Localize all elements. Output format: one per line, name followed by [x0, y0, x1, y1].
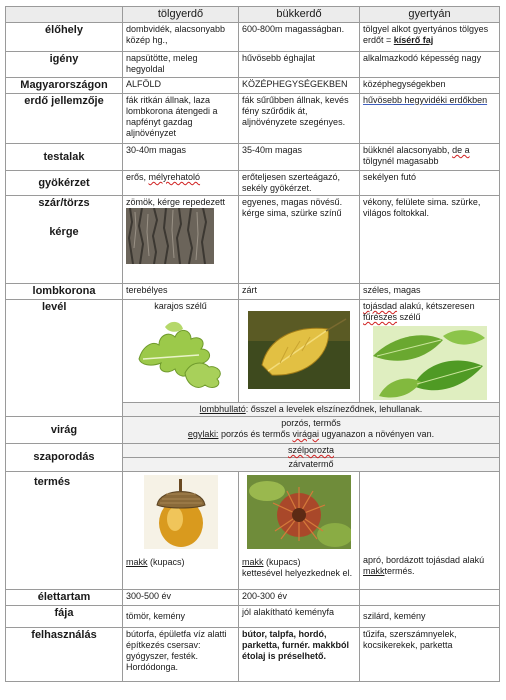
- row-label-szar: [6, 196, 123, 284]
- termes-gyertyan-a: apró, bordázott tojásdad alakú: [363, 555, 485, 565]
- viragai-text: virágai: [292, 429, 319, 439]
- cell-magyarorszagon-tolgy: ALFÖLD: [123, 78, 239, 94]
- tree-comparison-table: [5, 6, 500, 682]
- cell-testalak-bukk: 35-40m magas: [239, 144, 360, 171]
- gyokerzet-a: erős,: [126, 172, 149, 182]
- cell-felhasznalas-tolgy: bútorfa, épületfa víz alatti építkezés csersav: gyógyszer, festék. Hordódonga.: [123, 628, 239, 682]
- row-szaporodas: [6, 444, 500, 458]
- row-label-testalak: testalak: [6, 144, 123, 171]
- cell-virag: [123, 417, 500, 444]
- row-label-magyarorszagon: Magyarországon: [6, 78, 123, 94]
- elohely-text: tölgyel alkot gyertyános tölgyes erdőt =: [363, 24, 489, 45]
- cell-elohely-gyertyan: [360, 23, 500, 52]
- level-alaku-text: alakú, kétszeresen: [397, 301, 475, 311]
- row-faja: [6, 606, 500, 628]
- row-label-elohely: élőhely: [6, 23, 123, 52]
- header-empty: [6, 7, 123, 23]
- cell-termes-bukk: [239, 472, 360, 590]
- cell-gyokerzet-tolgy: [123, 171, 239, 196]
- cell-testalak-tolgy: 30-40m magas: [123, 144, 239, 171]
- kisero-faj-text: kísérő faj: [393, 35, 434, 45]
- termes-gyertyan-c: termés.: [384, 566, 415, 576]
- cell-szar-bukk: egyenes, magas növésű. kérge sima, szürke színű: [239, 196, 360, 284]
- makk-bukk-text: makk: [242, 557, 264, 567]
- cell-erdo-bukk: fák sűrűbben állnak, kevés fény szűrődik át, aljnövényzete szegényes.: [239, 94, 360, 144]
- cell-elettartam-gyertyan: [360, 590, 500, 606]
- makk-tolgy-text: makk: [126, 557, 148, 567]
- cell-elettartam-bukk: 200-300 év: [239, 590, 360, 606]
- row-label-igeny: igény: [6, 52, 123, 78]
- cell-gyokerzet-gyertyan: sekélyen futó: [360, 171, 500, 196]
- row-szar: [6, 196, 500, 284]
- cell-igeny-bukk: hűvösebb éghajlat: [239, 52, 360, 78]
- termes-bukk-text: [242, 557, 356, 568]
- egylaki-text: egylaki:: [187, 429, 219, 439]
- row-testalak: [6, 144, 500, 171]
- cell-level-tolgy: [123, 300, 239, 403]
- row-label-elettartam: élettartam: [6, 590, 123, 606]
- header-row: [6, 7, 500, 23]
- cell-elohely-bukk: 600-800m magasságban.: [239, 23, 360, 52]
- erdo-gyertyan-text: hűvösebb hegyvidéki erdőkben: [363, 95, 488, 105]
- cell-erdo-tolgy: fák ritkán állnak, laza lombkorona átengedi a napfényt gazdag aljnövényzet: [123, 94, 239, 144]
- cell-lombhullato: [123, 403, 500, 417]
- oak-leaf-image: [129, 315, 233, 391]
- virag-line2-b: porzós és termős: [218, 429, 293, 439]
- beech-leaf-image: [248, 311, 350, 389]
- acorn-image: [144, 475, 218, 549]
- cell-szar-tolgy: [123, 196, 239, 284]
- tojasdad-text: tojásdad: [363, 301, 398, 311]
- row-label-szaporodas: szaporodás: [6, 444, 123, 472]
- cell-level-gyertyan: [360, 300, 500, 403]
- testalak-a: bükknél alacsonyabb,: [363, 145, 453, 155]
- header-col-bukkerdo: bükkerdő: [239, 7, 360, 23]
- row-erdo: [6, 94, 500, 144]
- fureszes-text: fűrészes: [363, 312, 398, 322]
- kerge-label: kérge: [49, 226, 79, 238]
- beechnut-image: [247, 475, 351, 549]
- termes-gyertyan-text: [363, 555, 496, 577]
- cell-magyarorszagon-gyertyan: középhegységekben: [360, 78, 500, 94]
- cell-lombkorona-bukk: zárt: [239, 284, 360, 300]
- cell-lombkorona-tolgy: terebélyes: [123, 284, 239, 300]
- cell-faja-tolgy: tömör, kemény: [123, 606, 239, 628]
- row-elettartam: [6, 590, 500, 606]
- szar-tolgy-text: zömök, kérge repedezett: [126, 197, 226, 207]
- lombhullato-text: lombhullató: [199, 404, 246, 414]
- cell-szelporozta: [123, 444, 500, 458]
- level-szelu-text: szélű: [397, 312, 421, 322]
- row-label-level: levél: [6, 300, 123, 417]
- cell-termes-gyertyan: [360, 472, 500, 590]
- row-elohely: [6, 23, 500, 52]
- testalak-c: tölgynél magasabb: [363, 156, 439, 166]
- row-label-felhasznalas: felhasználás: [6, 628, 123, 682]
- cell-igeny-tolgy: napsütötte, meleg hegyoldal: [123, 52, 239, 78]
- row-label-gyokerzet: gyökérzet: [6, 171, 123, 196]
- row-label-erdo: erdő jellemzője: [6, 94, 123, 144]
- row-gyokerzet: [6, 171, 500, 196]
- cell-zarvatermo: zárvatermő: [123, 458, 500, 472]
- termes-bukk-desc: kettesével helyezkednek el.: [242, 568, 353, 578]
- cell-igeny-gyertyan: alkalmazkodó képesség nagy: [360, 52, 500, 78]
- row-label-lombkorona: lombkorona: [6, 284, 123, 300]
- gyokerzet-b: mélyrehatoló: [148, 172, 201, 182]
- oak-bark-image: [126, 208, 214, 264]
- hornbeam-leaf-image: [373, 326, 487, 400]
- cell-erdo-gyertyan: [360, 94, 500, 144]
- termes-tolgy-text: [126, 557, 235, 568]
- cell-faja-bukk: jól alakítható keményfa: [239, 606, 360, 628]
- kupacs-tolgy-text: (kupacs): [147, 557, 185, 567]
- row-label-termes: termés: [6, 472, 123, 590]
- szelporozta-text: szélporozta: [287, 445, 335, 455]
- level-tolgy-text: karajos szélű: [154, 301, 207, 311]
- cell-testalak-gyertyan: [360, 144, 500, 171]
- cell-szar-gyertyan: vékony, felülete sima. szürke, világos foltokkal.: [360, 196, 500, 284]
- cell-faja-gyertyan: szilárd, kemény: [360, 606, 500, 628]
- row-label-faja: fája: [6, 606, 123, 628]
- virag-line2: [126, 429, 496, 440]
- szar-label: szár/törzs: [38, 197, 90, 209]
- cell-elohely-tolgy: dombvidék, alacsonyabb közép hg.,: [123, 23, 239, 52]
- lombhullato-desc: : ősszel a levelek elszíneződnek, lehullanak.: [245, 404, 423, 414]
- cell-termes-tolgy: [123, 472, 239, 590]
- kupacs-bukk-text: (kupacs): [263, 557, 301, 567]
- cell-magyarorszagon-bukk: KÖZÉPHEGYSÉGEKBEN: [239, 78, 360, 94]
- virag-line1: porzós, termős: [281, 418, 341, 428]
- header-col-tolgyerdo: tölgyerdő: [123, 7, 239, 23]
- row-magyarorszagon: [6, 78, 500, 94]
- row-label-virag: virág: [6, 417, 123, 444]
- row-lombkorona: [6, 284, 500, 300]
- testalak-b: de a: [452, 145, 470, 155]
- row-termes: [6, 472, 500, 590]
- cell-lombkorona-gyertyan: széles, magas: [360, 284, 500, 300]
- makk-gyertyan-text: makk: [363, 566, 385, 576]
- cell-felhasznalas-bukk: bútor, talpfa, hordó, parketta, furnér. makkból étolaj is préselhető.: [239, 628, 360, 682]
- cell-elettartam-tolgy: 300-500 év: [123, 590, 239, 606]
- cell-level-bukk: [239, 300, 360, 403]
- row-virag: [6, 417, 500, 444]
- cell-felhasznalas-gyertyan: tűzifa, szerszámnyelek, kocsikerekek, parketta: [360, 628, 500, 682]
- row-igeny: [6, 52, 500, 78]
- level-gyertyan-text: [363, 301, 496, 323]
- virag-line2-d: ugyanazon a növényen van.: [318, 429, 435, 439]
- row-level: [6, 300, 500, 403]
- row-felhasznalas: [6, 628, 500, 682]
- header-col-gyertyan: gyertyán: [360, 7, 500, 23]
- cell-gyokerzet-bukk: erőteljesen szerteágazó, sekély gyökérzet.: [239, 171, 360, 196]
